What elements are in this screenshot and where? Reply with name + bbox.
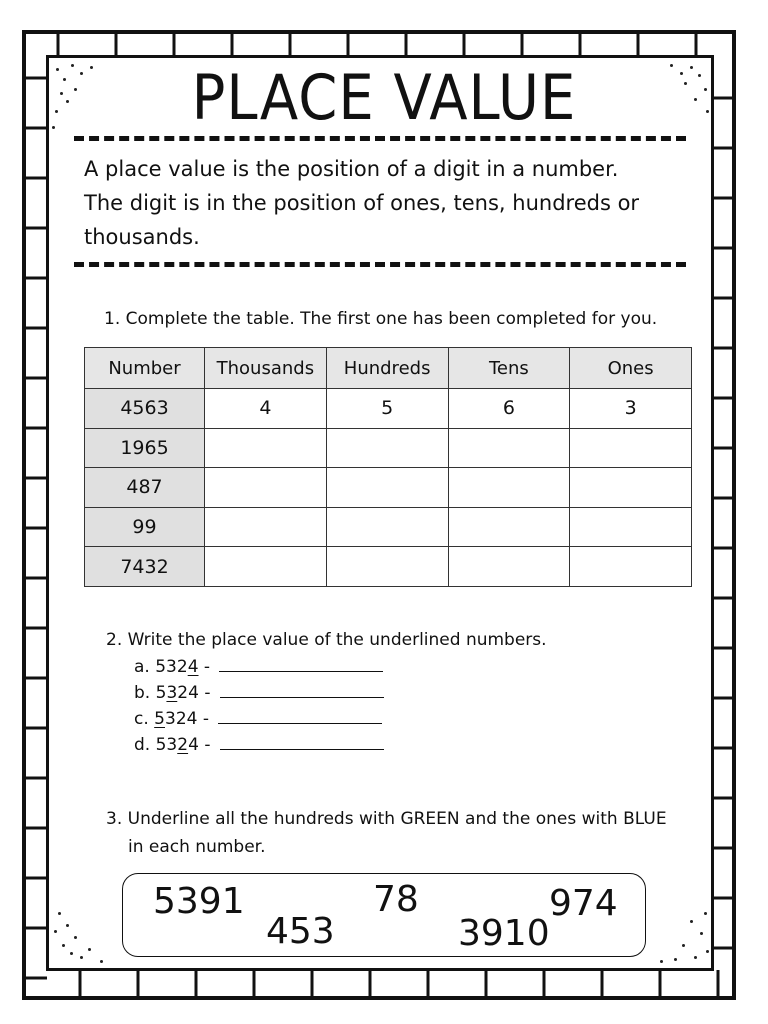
answer-cell[interactable]	[570, 468, 692, 508]
page-title: PLACE VALUE	[191, 62, 577, 135]
answer-line[interactable]	[220, 749, 384, 750]
table-header-row	[85, 348, 692, 389]
question-2-item-d	[134, 735, 384, 755]
answer-cell[interactable]	[205, 547, 327, 587]
digits-before: 532	[155, 657, 188, 677]
place-value-table	[84, 347, 692, 587]
dash-separator: -	[203, 657, 211, 677]
underlined-digit: 3	[166, 683, 178, 703]
answer-cell[interactable]	[205, 468, 327, 508]
answer-cell[interactable]	[326, 428, 448, 468]
answer-cell[interactable]: 4	[205, 389, 327, 429]
dash-separator: -	[202, 709, 209, 729]
answer-line[interactable]	[219, 671, 383, 672]
answer-cell[interactable]: 6	[448, 389, 570, 429]
box-number[interactable]: 974	[549, 883, 618, 924]
box-number[interactable]: 78	[373, 879, 419, 920]
intro-line-3: thousands.	[84, 225, 200, 249]
box-number[interactable]: 5391	[153, 881, 245, 922]
digits-after: 324	[165, 709, 198, 729]
answer-cell[interactable]: 3	[570, 389, 692, 429]
digits-after: 24	[177, 683, 199, 703]
intro-line-2: The digit is in the position of ones, tens, hundreds or	[84, 191, 640, 215]
table-row	[85, 507, 692, 547]
answer-cell[interactable]	[448, 428, 570, 468]
item-number	[154, 709, 197, 729]
header-thousands: Thousands	[205, 348, 327, 389]
answer-cell[interactable]	[448, 468, 570, 508]
answer-cell[interactable]	[326, 468, 448, 508]
table-row	[85, 468, 692, 508]
header-tens: Tens	[448, 348, 570, 389]
row-number-cell: 1965	[85, 428, 205, 468]
item-number	[155, 657, 198, 677]
question-2-item-c	[134, 709, 382, 729]
answer-cell[interactable]: 5	[326, 389, 448, 429]
digits-before: 53	[155, 735, 178, 755]
table-row	[85, 389, 692, 429]
dash-separator: -	[204, 683, 211, 703]
item-letter: b.	[134, 683, 151, 703]
answer-line[interactable]	[218, 723, 382, 724]
item-letter: d.	[134, 735, 151, 755]
item-number	[156, 683, 199, 703]
item-letter: a.	[134, 657, 150, 677]
row-number-cell: 4563	[85, 389, 205, 429]
underlined-digit: 2	[177, 735, 189, 755]
question-3-line-1: 3. Underline all the hundreds with GREEN and the ones with BLUE	[106, 809, 667, 829]
digits-before: 5	[155, 683, 167, 703]
question-2-item-b	[134, 683, 384, 703]
answer-cell[interactable]	[326, 547, 448, 587]
question-2-text: 2. Write the place value of the underlined numbers.	[106, 630, 547, 650]
intro-line-1: A place value is the position of a digit in a number.	[84, 157, 619, 181]
row-number-cell: 99	[85, 507, 205, 547]
header-hundreds: Hundreds	[326, 348, 448, 389]
digits-after: 4	[188, 735, 199, 755]
answer-cell[interactable]	[448, 547, 570, 587]
answer-cell[interactable]	[448, 507, 570, 547]
item-number	[156, 735, 199, 755]
answer-cell[interactable]	[205, 428, 327, 468]
row-number-cell: 487	[85, 468, 205, 508]
question-1-text: 1. Complete the table. The first one has been completed for you.	[104, 309, 658, 329]
table-row	[85, 428, 692, 468]
dashed-divider-top	[74, 136, 686, 141]
answer-cell[interactable]	[570, 428, 692, 468]
answer-cell[interactable]	[570, 507, 692, 547]
answer-cell[interactable]	[205, 507, 327, 547]
dash-separator: -	[204, 735, 211, 755]
row-number-cell: 7432	[85, 547, 205, 587]
box-number[interactable]: 453	[266, 911, 335, 952]
question-3-line-2: in each number.	[128, 837, 266, 857]
dashed-divider-bottom	[74, 262, 686, 267]
underlined-digit: 5	[154, 709, 165, 729]
item-letter: c.	[134, 709, 149, 729]
answer-cell[interactable]	[326, 507, 448, 547]
header-ones: Ones	[570, 348, 692, 389]
answer-cell[interactable]	[570, 547, 692, 587]
box-number[interactable]: 3910	[458, 913, 550, 954]
answer-line[interactable]	[220, 697, 384, 698]
header-number: Number	[85, 348, 205, 389]
question-2-item-a	[134, 657, 383, 677]
underlined-digit: 4	[187, 657, 199, 677]
intro-text	[84, 152, 694, 254]
table-row	[85, 547, 692, 587]
